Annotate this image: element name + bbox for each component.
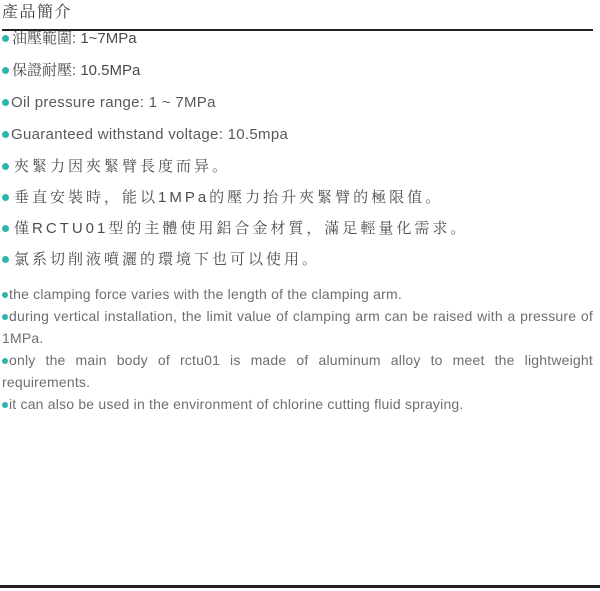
bottom-divider — [0, 585, 600, 588]
bullet-icon — [2, 35, 9, 42]
english-spec-list — [2, 95, 593, 142]
bullet-icon — [2, 225, 9, 232]
list-item — [2, 95, 593, 110]
list-item — [2, 305, 593, 349]
chinese-feature-list — [2, 159, 593, 268]
list-item — [2, 349, 593, 393]
bullet-icon — [2, 314, 8, 320]
list-item-text: during vertical installation, the limit value of clamping arm can be raised with a pressure of 1MPa. — [2, 308, 593, 346]
bullet-icon — [2, 163, 9, 170]
list-item-text: 油壓範圍: 1~7MPa — [12, 30, 137, 47]
list-item — [2, 283, 593, 305]
list-item-text: the clamping force varies with the length of the clamping arm. — [9, 286, 402, 302]
list-item-text: Guaranteed withstand voltage: 10.5mpa — [11, 126, 289, 143]
list-item-text: Oil pressure range: 1 ~ 7MPa — [11, 94, 216, 111]
list-item-text: 氯系切削液噴灑的環境下也可以使用。 — [14, 251, 321, 268]
bullet-icon — [2, 256, 9, 263]
bullet-icon — [2, 292, 8, 298]
list-item — [2, 31, 593, 46]
list-item — [2, 190, 593, 206]
chinese-spec-list — [2, 31, 593, 78]
list-item-text: 保證耐壓: 10.5MPa — [12, 62, 141, 79]
list-item — [2, 127, 593, 142]
list-item — [2, 159, 593, 175]
bullet-icon — [2, 131, 9, 138]
bullet-icon — [2, 358, 8, 364]
bullet-icon — [2, 402, 8, 408]
bullet-icon — [2, 99, 9, 106]
page-title: 產品簡介 — [2, 4, 73, 21]
list-item-text: only the main body of rctu01 is made of aluminum alloy to meet the lightweight requirements. — [2, 352, 593, 390]
list-item — [2, 63, 593, 78]
list-item — [2, 393, 593, 415]
list-item — [2, 221, 593, 237]
list-item — [2, 252, 593, 268]
list-item-text: 夾緊力因夾緊臂長度而异。 — [14, 158, 231, 175]
list-item-text: 僅RCTU01型的主體使用鋁合金材質，滿足輕量化需求。 — [14, 220, 469, 237]
bullet-icon — [2, 194, 9, 201]
list-item-text: 垂直安裝時，能以1MPa的壓力抬升夾緊臂的極限值。 — [14, 189, 444, 206]
bullet-icon — [2, 67, 9, 74]
english-feature-list — [2, 283, 593, 415]
list-item-text: it can also be used in the environment of chlorine cutting fluid spraying. — [9, 396, 464, 412]
